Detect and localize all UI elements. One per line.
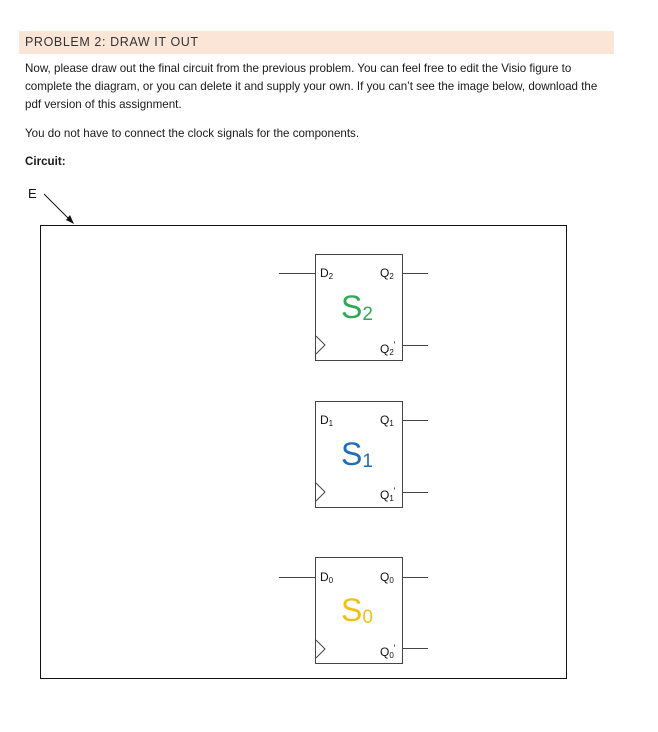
qbar-label: Q1' bbox=[380, 486, 396, 503]
enable-label: E bbox=[28, 186, 37, 201]
flipflop-name: S0 bbox=[341, 592, 373, 628]
clock-note-paragraph: You do not have to connect the clock signals for the components. bbox=[25, 127, 360, 140]
d-label: D2 bbox=[320, 266, 334, 281]
flipflop-name: S1 bbox=[341, 436, 373, 472]
qbar-label: Q2' bbox=[380, 340, 396, 357]
circuit-frame bbox=[41, 226, 567, 679]
enable-arrowhead bbox=[66, 215, 74, 224]
q-label: Q2 bbox=[380, 266, 394, 281]
problem-heading: PROBLEM 2: DRAW IT OUT bbox=[19, 31, 614, 54]
qbar-label: Q0' bbox=[380, 643, 396, 660]
flipflop-s0 bbox=[279, 558, 428, 664]
flipflop-name: S2 bbox=[341, 289, 373, 325]
d-label: D1 bbox=[320, 413, 334, 428]
circuit-label: Circuit: bbox=[25, 155, 66, 168]
instructions-paragraph: Now, please draw out the final circuit from the previous problem. You can feel free to edit the Visio figure to complete the diagram, or you can delete it and supply your own. If you can’t see the image below, download the pdf version of this assignment. bbox=[25, 62, 598, 111]
q-label: Q1 bbox=[380, 413, 394, 428]
enable-arrow-line bbox=[44, 194, 70, 220]
d-label: D0 bbox=[320, 570, 334, 585]
q-label: Q0 bbox=[380, 570, 394, 585]
flipflop-s1 bbox=[316, 402, 429, 508]
flipflop-s2 bbox=[279, 255, 428, 361]
